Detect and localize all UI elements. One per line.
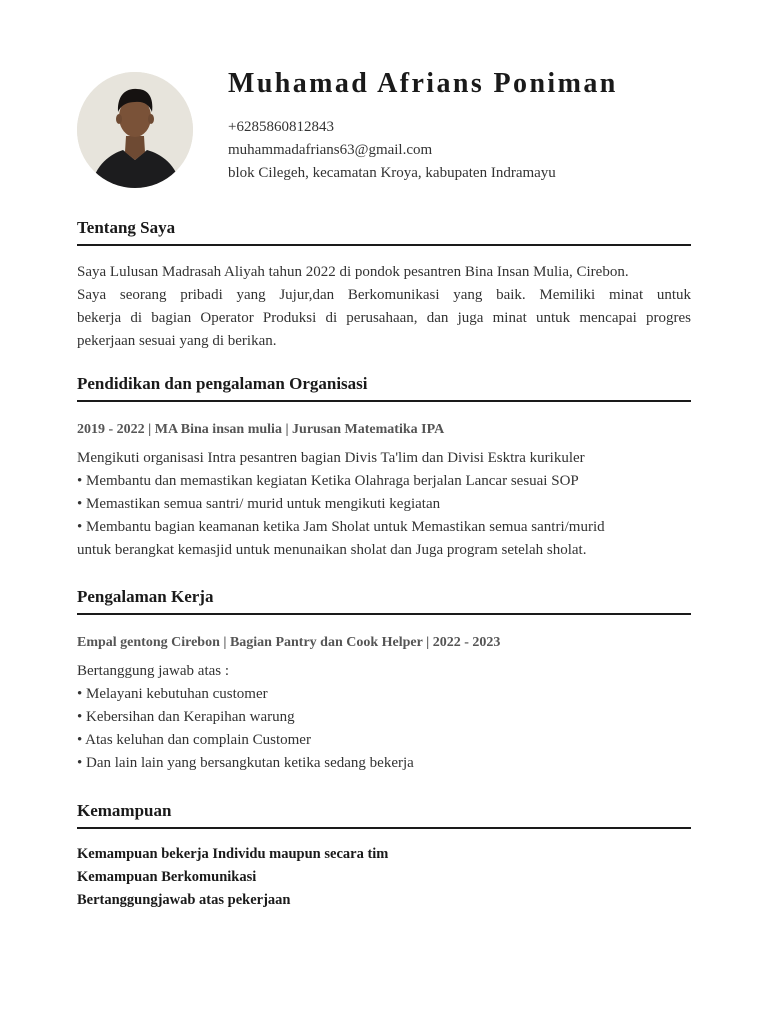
skill-item: Kemampuan bekerja Individu maupun secara tim [77, 846, 389, 862]
education-details [77, 447, 691, 562]
education-line: untuk berangkat kemasjid untuk menunaikan sholat dan Juga program setelah sholat. [77, 542, 587, 558]
about-title: Tentang Saya [77, 218, 691, 246]
skill-item: Kemampuan Berkomunikasi [77, 869, 257, 885]
about-line: Saya seorang pribadi yang Jujur,dan Berkomunikasi yang baik. Memiliki minat untuk [77, 287, 691, 303]
about-line: pekerjaan sesuai yang di berikan. [77, 333, 277, 349]
home-address: blok Cilegeh, kecamatan Kroya, kabupaten Indramayu [228, 165, 556, 181]
education-section [77, 374, 691, 562]
profile-photo-image [77, 72, 193, 188]
work-line: • Kebersihan dan Kerapihan warung [77, 709, 295, 725]
education-line: Mengikuti organisasi Intra pesantren bagian Divis Ta'lim dan Divisi Esktra kurikuler [77, 450, 585, 466]
about-text [77, 261, 691, 353]
skills-list [77, 843, 691, 912]
work-line: • Melayani kebutuhan customer [77, 686, 268, 702]
applicant-name: Muhamad Afrians Poniman [228, 68, 618, 99]
contact-info [228, 116, 556, 185]
skills-title: Kemampuan [77, 801, 691, 829]
phone-number: +6285860812843 [228, 119, 334, 135]
work-line: • Dan lain lain yang bersangkutan ketika sedang bekerja [77, 755, 414, 771]
education-subtitle: 2019 - 2022 | MA Bina insan mulia | Jurusan Matematika IPA [77, 422, 445, 437]
work-title: Pengalaman Kerja [77, 587, 691, 615]
about-line: Saya Lulusan Madrasah Aliyah tahun 2022 di pondok pesantren Bina Insan Mulia, Cirebon. [77, 264, 629, 280]
work-line: Bertanggung jawab atas : [77, 663, 230, 679]
education-line: • Memastikan semua santri/ murid untuk mengikuti kegiatan [77, 496, 441, 512]
email-address: muhammadafrians63@gmail.com [228, 142, 433, 158]
profile-photo [77, 72, 193, 188]
work-subtitle: Empal gentong Cirebon | Bagian Pantry dan Cook Helper | 2022 - 2023 [77, 635, 501, 650]
skills-section [77, 801, 691, 912]
education-line: • Membantu dan memastikan kegiatan Ketika Olahraga berjalan Lancar sesuai SOP [77, 473, 579, 489]
work-details [77, 660, 691, 775]
skill-item: Bertanggungjawab atas pekerjaan [77, 892, 291, 908]
education-title: Pendidikan dan pengalaman Organisasi [77, 374, 691, 402]
work-line: • Atas keluhan dan complain Customer [77, 732, 311, 748]
about-section [77, 218, 691, 353]
work-section [77, 587, 691, 775]
education-line: • Membantu bagian keamanan ketika Jam Sholat untuk Memastikan semua santri/murid [77, 519, 605, 535]
about-line: bekerja di bagian Operator Produksi di perusahaan, dan juga minat untuk mencapai progres [77, 310, 691, 326]
